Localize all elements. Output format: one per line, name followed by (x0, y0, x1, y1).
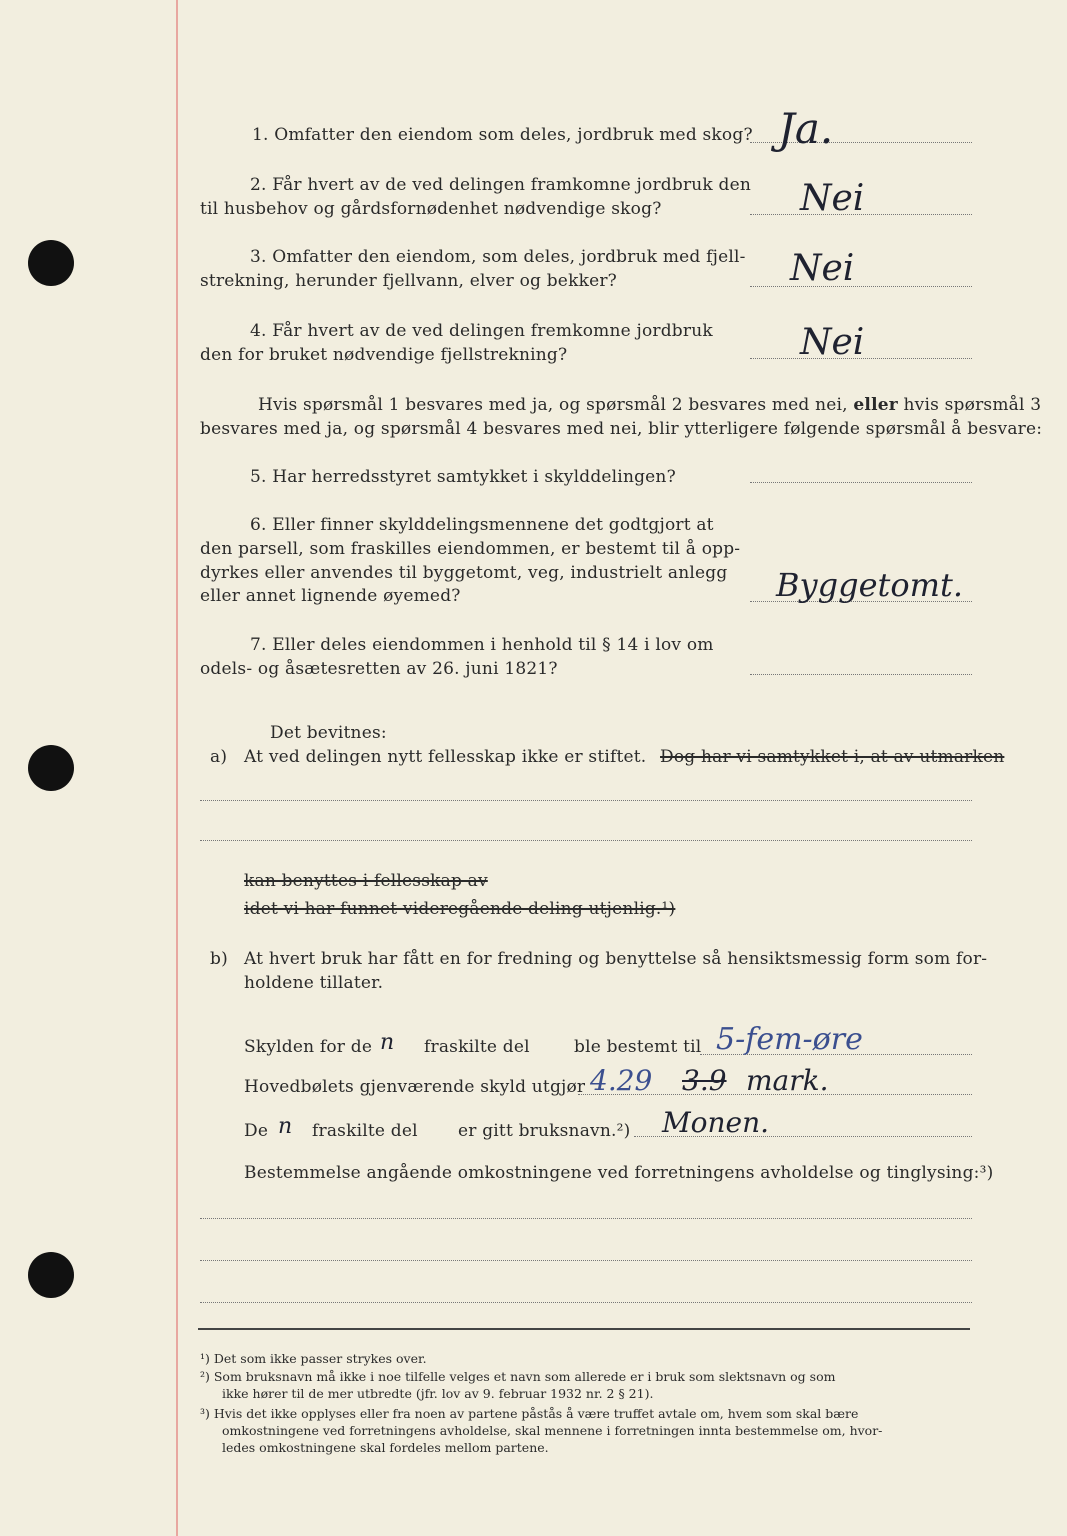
attest-b-label: b) (210, 949, 228, 969)
attest-a-struck: Dog har vi samtykket i, at av utmarken (660, 747, 1005, 767)
question-7-line-2: odels- og åsætesretten av 26. juni 1821? (200, 659, 558, 679)
skyld-label-4: Hovedbølets gjenværende skyld utgjør (244, 1077, 586, 1097)
skyld-handwritten-3: n (278, 1114, 293, 1139)
condition-line-2: besvares med ja, og spørsmål 4 besvares med nei, blir ytterligere følgende spørsmål å besvare: (200, 419, 1043, 439)
blank-line (200, 840, 972, 841)
answer-4: Nei (800, 322, 865, 363)
question-4-line-1: 4. Får hvert av de ved delingen fremkomne jordbruk (250, 321, 713, 341)
skyld-handwritten-1: n (380, 1030, 395, 1055)
skyld-label-5: De (244, 1121, 269, 1141)
answer-line (750, 674, 972, 675)
answer-3: Nei (790, 248, 855, 289)
skyld-unit: mark. (746, 1064, 829, 1097)
answer-2: Nei (800, 178, 865, 219)
blank-line (200, 1302, 972, 1303)
struck-line-2: idet vi har funnet videregående deling utjenlig.¹) (244, 899, 676, 919)
answer-1: Ja. (778, 104, 834, 153)
skyld-label-1: Skylden for de (244, 1037, 373, 1057)
question-7-line-1: 7. Eller deles eiendommen i henhold til § 14 i lov om (250, 635, 714, 655)
blank-line (200, 800, 972, 801)
struck-line-1: kan benyttes i fellesskap av (244, 871, 488, 891)
attest-a-label: a) (210, 747, 228, 767)
attest-a-text: At ved delingen nytt fellesskap ikke er stiftet. (244, 747, 647, 767)
attest-heading: Det bevitnes: (270, 723, 387, 743)
skyld-label-2: fraskilte del (424, 1037, 530, 1057)
skyld-label-3: ble bestemt til (574, 1037, 702, 1057)
footnote-3-line-2: omkostningene ved forretningens avholdelse, skal mennene i forretningen innta bestemmelse om, hvor- (222, 1423, 883, 1438)
question-6-line-1: 6. Eller finner skylddelingsmennene det godtgjort at (250, 515, 714, 535)
question-6-line-4: eller annet lignende øyemed? (200, 586, 461, 606)
condition-bold: eller (853, 395, 898, 415)
footnote-3-line-3: ledes omkostningene skal fordeles mellom partene. (222, 1440, 549, 1455)
margin-line (176, 0, 178, 1536)
punch-hole (28, 745, 74, 791)
blank-line (200, 1218, 972, 1219)
question-3-line-1: 3. Omfatter den eiendom, som deles, jordbruk med fjell- (250, 247, 746, 267)
blank-line (200, 1260, 972, 1261)
attest-b-line-2: holdene tillater. (244, 973, 384, 993)
punch-hole (28, 240, 74, 286)
costs-heading: Bestemmelse angående omkostningene ved forretningens avholdelse og tinglysing:³) (244, 1163, 994, 1183)
question-1: 1. Omfatter den eiendom som deles, jordbruk med skog? (252, 125, 753, 145)
question-4-line-2: den for bruket nødvendige fjellstrekning? (200, 345, 568, 365)
skyld-label-7: er gitt bruksnavn.²) (458, 1121, 631, 1141)
footnote-2-line-1: ²) Som bruksnavn må ikke i noe tilfelle velges et navn som allerede er i bruk som slektsnavn og som (200, 1369, 836, 1384)
skyld-value-3: Monen. (662, 1106, 770, 1139)
question-6-line-3: dyrkes eller anvendes til byggetomt, veg, industrielt anlegg (200, 563, 728, 583)
attest-b-line-1: At hvert bruk har fått en for fredning og benyttelse så hensiktsmessig form som for- (244, 949, 988, 969)
question-3-line-2: strekning, herunder fjellvann, elver og bekker? (200, 271, 617, 291)
answer-line (750, 482, 972, 483)
punch-hole (28, 1252, 74, 1298)
footnote-1: ¹) Det som ikke passer strykes over. (200, 1351, 427, 1366)
condition-text-1: Hvis spørsmål 1 besvares med ja, og spørsmål 2 besvares med nei, (258, 395, 848, 415)
question-6-line-2: den parsell, som fraskilles eiendommen, er bestemt til å opp- (200, 539, 741, 559)
answer-line (750, 286, 972, 287)
question-2-line-1: 2. Får hvert av de ved delingen framkomne jordbruk den (250, 175, 752, 195)
condition-line-1 (258, 394, 1041, 417)
question-5: 5. Har herredsstyret samtykket i skylddelingen? (250, 467, 676, 487)
skyld-value-2: 4.29 (590, 1064, 653, 1097)
footnote-rule (198, 1328, 970, 1330)
skyld-label-6: fraskilte del (312, 1121, 418, 1141)
answer-6: Byggetomt. (776, 566, 963, 604)
question-2-line-2: til husbehov og gårdsfornødenhet nødvendige skog? (200, 199, 662, 219)
footnote-3-line-1: ³) Hvis det ikke opplyses eller fra noen av partene påstås å være truffet avtale om, hvem som skal bære (200, 1406, 859, 1421)
skyld-value-1: 5-fem-øre (716, 1022, 863, 1057)
footnote-2-line-2: ikke hører til de mer utbredte (jfr. lov av 9. februar 1932 nr. 2 § 21). (222, 1386, 654, 1401)
attest-a-line (244, 746, 1004, 769)
skyld-struck-value: 3.9 (682, 1064, 727, 1097)
condition-text-2: hvis spørsmål 3 (903, 395, 1042, 415)
